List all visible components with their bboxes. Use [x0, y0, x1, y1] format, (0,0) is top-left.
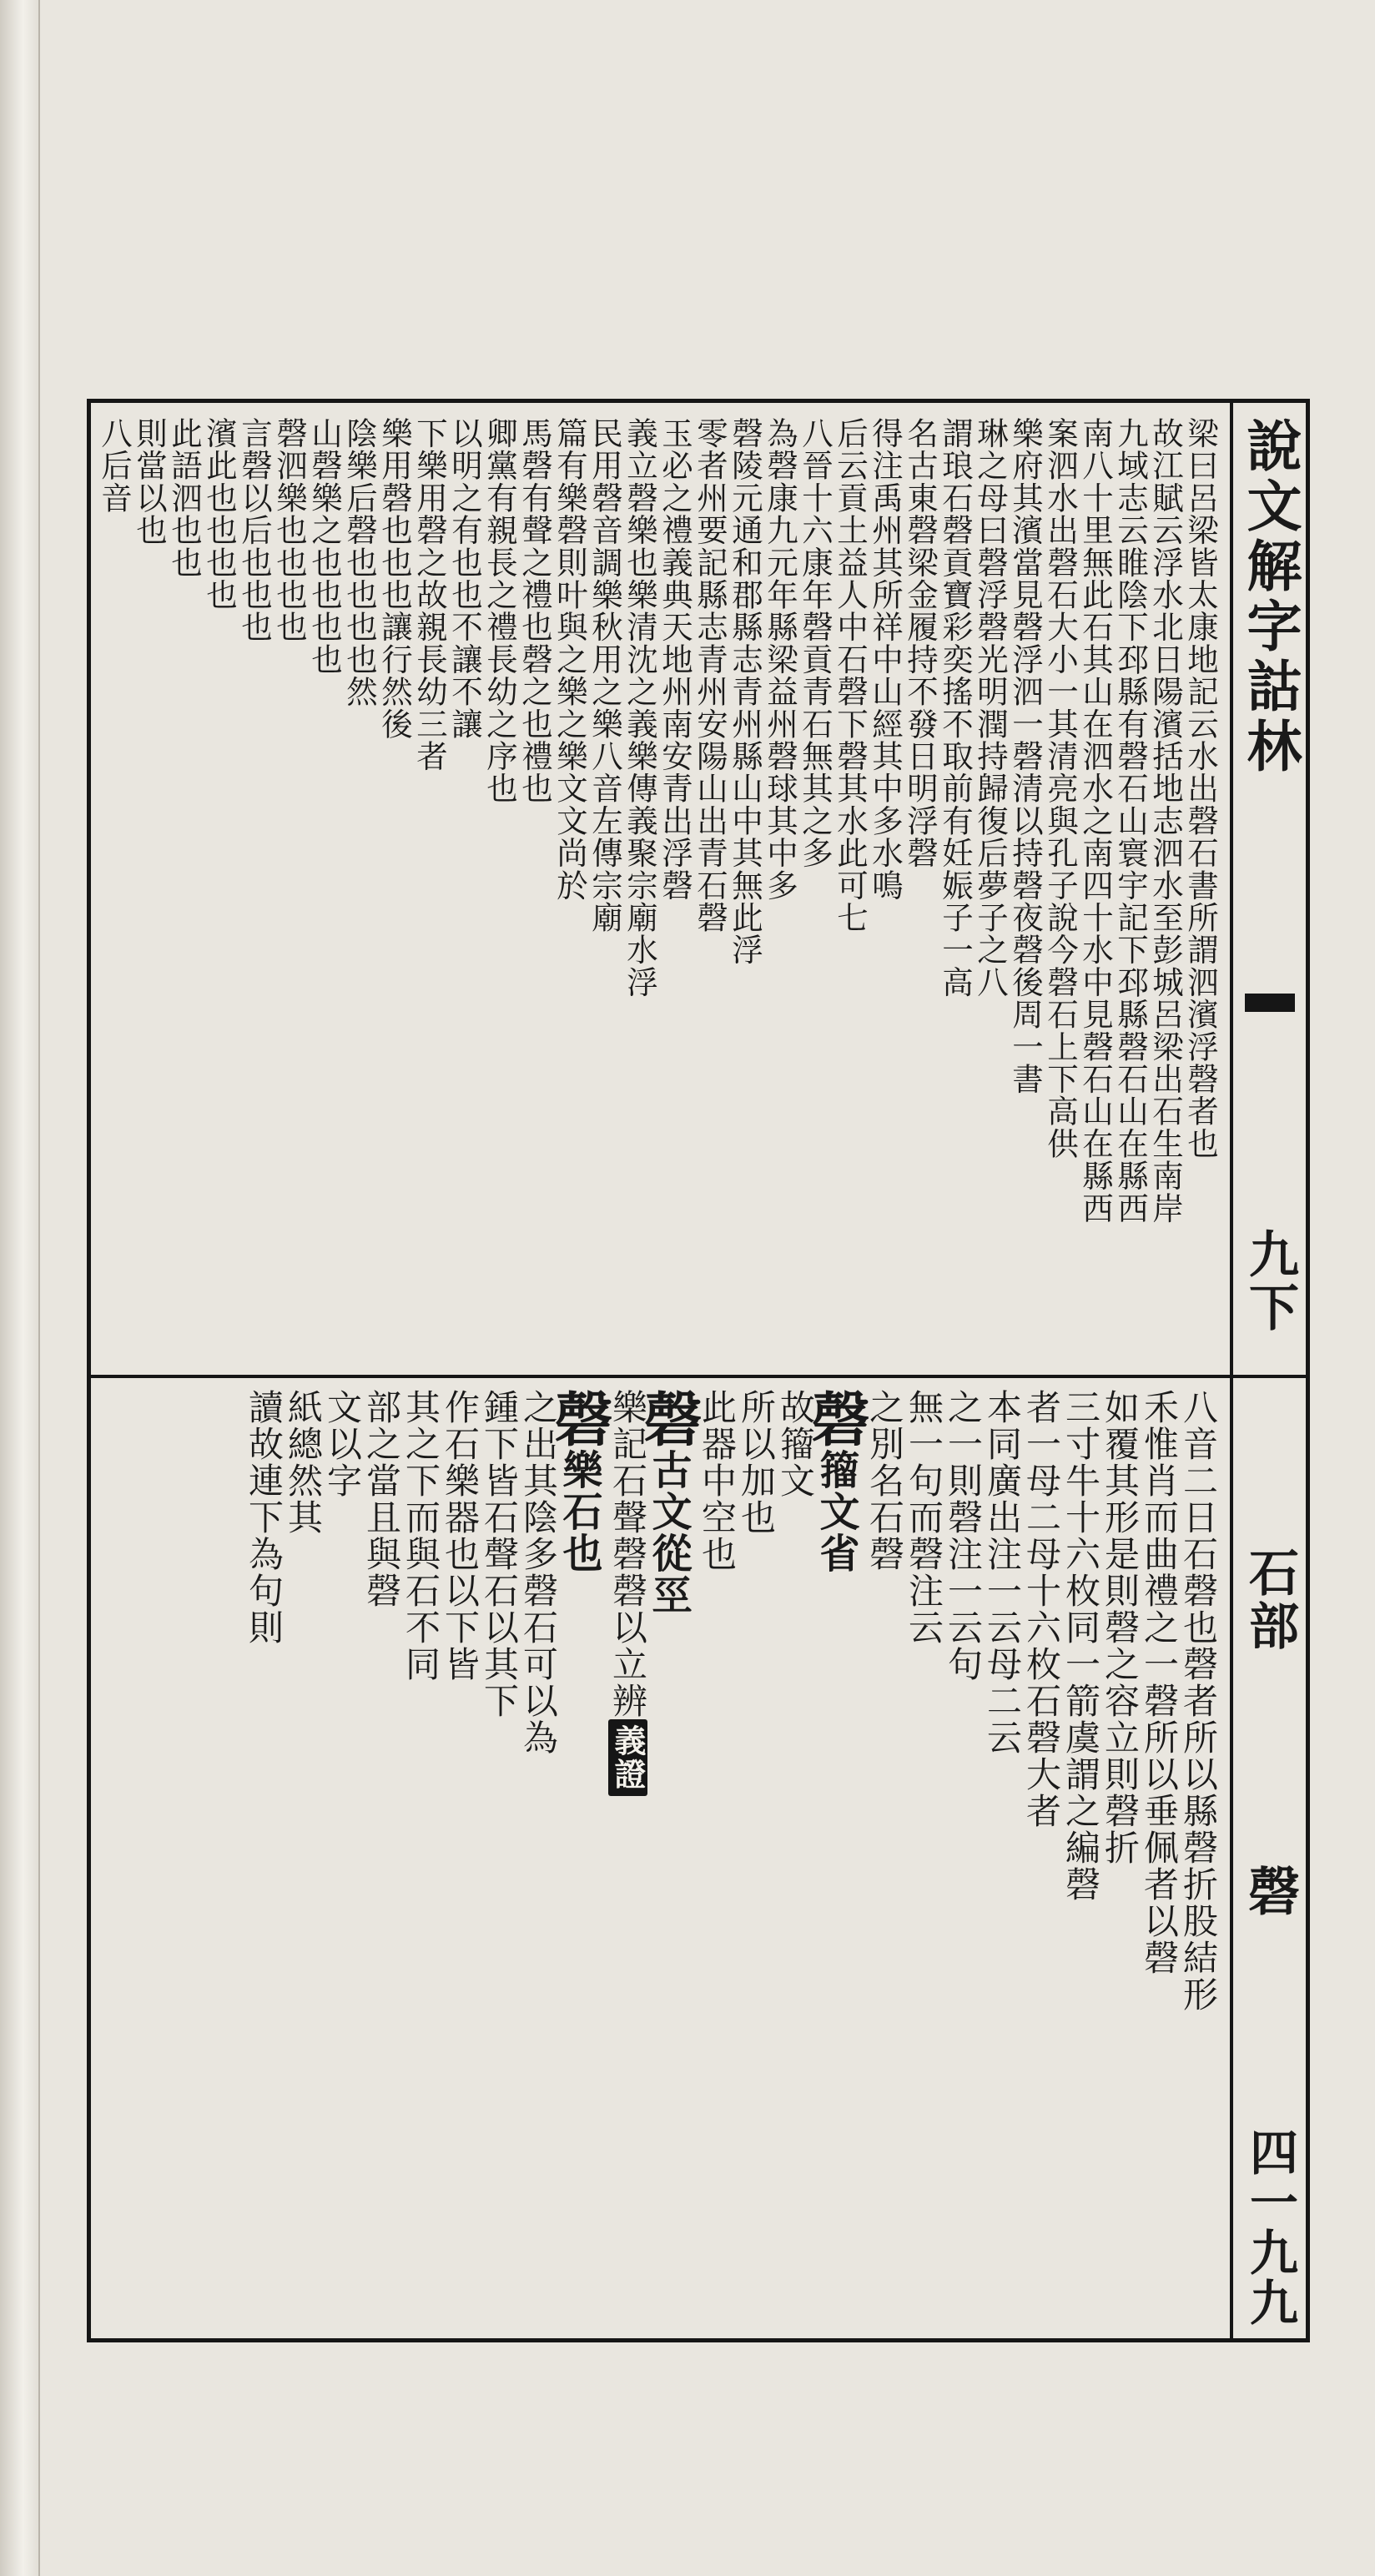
text-column: 八晉十六康年磬貢青石無其之多 [797, 417, 834, 869]
seal-entry-2 [634, 1389, 703, 2332]
text-column: 部之當且與磬 [361, 1389, 402, 1609]
text-column: 禾惟肖而曲禮之一磬所以垂佩者以磬 [1139, 1389, 1180, 1976]
text-column: 八音二日石磬也磬者所以縣磬折股結形 [1178, 1389, 1219, 2013]
text-column: 作石樂器也以下皆 [440, 1389, 481, 1683]
seal-entry-1 [802, 1389, 871, 2332]
seal-entry-3 [545, 1389, 614, 2332]
seal-definition: 樂石也 [556, 1449, 602, 1574]
text-column: 馬磬有聲之禮也磬之也禮也 [516, 417, 553, 805]
text-column: 如覆其形是則磬之容立則磬折 [1100, 1389, 1141, 1866]
margin-column-rule [1230, 399, 1233, 2342]
book-title: 說文解字詁林 [1237, 417, 1302, 777]
text-column: 之別名石磬 [864, 1389, 905, 1572]
commentary-badge: 義證 [608, 1719, 647, 1796]
text-column: 南八十里無此石其山在泗水之南四十水中見磬石山在縣西 [1077, 417, 1114, 1225]
text-column: 篇有樂磬則叶與之樂之樂文文尚於 [552, 417, 588, 902]
text-column: 紙總然其 [283, 1389, 324, 1536]
text-column: 三寸牛十六枚同一箭虞謂之編磬 [1060, 1389, 1101, 1903]
text-column: 下樂用磬之故親長幼三者 [411, 417, 448, 772]
text-column: 義立磬樂也樂清沈之義樂傳義聚宗廟水浮 [622, 417, 658, 999]
upper-commentary-block [96, 417, 1219, 1364]
text-column: 磬陵元通和郡縣志青州縣山中其無此浮 [727, 417, 763, 966]
text-column: 鍾下皆石聲石以其下 [479, 1389, 520, 1719]
text-column: 言磬以后也也也 [236, 417, 273, 643]
book-binding-edge [0, 0, 40, 2576]
text-column: 零者州要記縣志青州安陽山出青石磬 [692, 417, 728, 934]
lower-commentary-block [108, 1389, 1218, 2332]
radical-name: 石部 [1241, 1546, 1299, 1653]
text-column: 名古東磬梁金履持不發日明浮磬 [902, 417, 939, 869]
text-column: 此器中空也 [697, 1389, 738, 1572]
text-column: 文以字 [322, 1389, 363, 1499]
page-number: 四一九九 [1242, 2126, 1298, 2327]
text-column: 樂用磬也也也讓行然後 [376, 417, 413, 740]
text-column: 其之下而與石不同 [400, 1389, 441, 1683]
text-column: 之一則磬注一云句 [943, 1389, 984, 1683]
text-column: 九域志云睢陰下邳縣有磬石山寰宇記下邳縣磬石山在縣西 [1112, 417, 1149, 1225]
text-column: 無一句而磬注云 [904, 1389, 944, 1646]
text-column: 為磬康九元年縣梁益州磬球其中多 [762, 417, 798, 902]
text-column: 樂府其濱當見磬浮泗一磬清以持磬夜磬後周一書 [1007, 417, 1044, 1095]
entry-character: 磬 [1239, 1864, 1301, 1916]
text-column: 濱此也也也也 [201, 417, 238, 611]
seal-script-glyph: 磬 [802, 1389, 871, 1449]
page-margin-column [1236, 417, 1303, 2327]
text-column: 梁曰呂梁皆太康地記云水出磬石書所謂泗濱浮磬者也 [1182, 417, 1219, 1160]
text-column: 故籀文 [775, 1389, 816, 1499]
text-column: 此語泗也也 [166, 417, 203, 579]
text-column: 案泗水出磬石大小一其清亮與孔子說今磬石上下高供 [1042, 417, 1079, 1160]
text-column: 則當以也 [131, 417, 168, 546]
seal-script-glyph: 磬 [545, 1389, 614, 1449]
text-column: 本同廣出注一云母二云 [982, 1389, 1023, 1756]
text-run: 樂記石聲磬磬以立辨 [607, 1389, 648, 1719]
volume-section: 九下 [1241, 1228, 1299, 1336]
seal-label: 古文從巠 [645, 1449, 692, 1616]
text-column: 八后音 [96, 417, 133, 515]
section-divider-rule [87, 1375, 1310, 1378]
text-column: 琳之母曰磬浮磬光明潤持歸復后夢子之八 [972, 417, 1009, 999]
text-column: 之出其陰多磬石可以為 [518, 1389, 559, 1756]
seal-label: 籀文省 [813, 1449, 859, 1574]
margin-fish-tail-icon [1245, 994, 1295, 1012]
text-column: 民用磬音調樂秋用之樂八音左傳宗廟 [587, 417, 623, 934]
text-column: 后云貢土益人中石磬下磬其水此可七 [832, 417, 869, 934]
text-column: 磬泗樂也也也也 [271, 417, 308, 643]
text-column: 謂琅石磬貢寶彩奕搖不取前有妊娠子一高 [937, 417, 974, 999]
text-column: 者一母二母十六枚石磬大者 [1021, 1389, 1062, 1829]
text-column: 山磬樂之也也也也 [306, 417, 343, 676]
text-column: 以明之有也也不讓不讓 [446, 417, 483, 740]
text-column: 讀故連下為句則 [244, 1389, 285, 1646]
text-column: 所以加也 [736, 1389, 777, 1536]
text-column: 卿黨有親長之禮長幼之序也 [481, 417, 518, 805]
text-column: 故江賦云浮水北日陽濱括地志泗水至彭城呂梁出石生南岸 [1147, 417, 1184, 1225]
text-column: 陰樂后磬也也也也然 [341, 417, 378, 708]
text-column: 得注禹州其所祥中山經其中多水鳴 [867, 417, 904, 902]
seal-script-glyph: 磬 [634, 1389, 703, 1449]
text-column: 玉必之禮義典天地州南安青出浮磬 [657, 417, 693, 902]
